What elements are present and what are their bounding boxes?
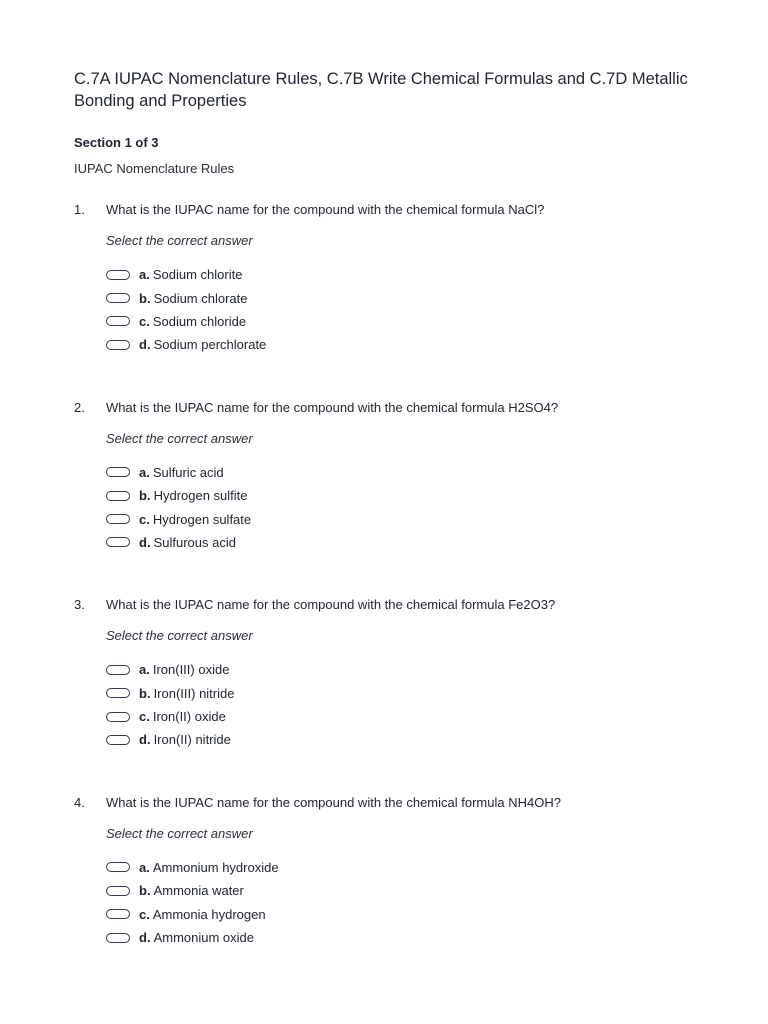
answer-option-a[interactable] bbox=[106, 658, 734, 681]
answer-option-b[interactable] bbox=[106, 286, 734, 309]
option-letter: c. bbox=[139, 313, 150, 329]
answer-options bbox=[106, 461, 734, 555]
radio-button[interactable] bbox=[106, 514, 130, 524]
option-text: Ammonium oxide bbox=[153, 930, 254, 946]
answer-option-a[interactable] bbox=[106, 263, 734, 286]
radio-button[interactable] bbox=[106, 467, 130, 477]
question-number: 2. bbox=[74, 399, 85, 415]
question-header bbox=[74, 201, 734, 219]
option-letter: d. bbox=[139, 732, 151, 748]
answer-options bbox=[106, 856, 734, 950]
question-text: What is the IUPAC name for the compound with the chemical formula NaCl? bbox=[106, 202, 545, 217]
option-text: Sodium chlorite bbox=[152, 267, 243, 283]
question-instruction: Select the correct answer bbox=[106, 825, 253, 841]
option-text: Sulfuric acid bbox=[152, 464, 224, 480]
radio-button[interactable] bbox=[106, 909, 130, 919]
answer-options bbox=[106, 263, 734, 357]
answer-option-a[interactable] bbox=[106, 461, 734, 484]
option-letter: d. bbox=[139, 337, 151, 353]
question-text: What is the IUPAC name for the compound with the chemical formula Fe2O3? bbox=[106, 597, 556, 613]
radio-button[interactable] bbox=[106, 293, 130, 303]
answer-option-d[interactable] bbox=[106, 531, 734, 554]
answer-option-c[interactable] bbox=[106, 310, 734, 333]
question-text: What is the IUPAC name for the compound with the chemical formula NH4OH? bbox=[106, 794, 561, 810]
radio-button[interactable] bbox=[106, 665, 130, 675]
radio-button[interactable] bbox=[106, 735, 130, 745]
option-letter: b. bbox=[139, 883, 151, 899]
answer-option-d[interactable] bbox=[106, 333, 734, 356]
option-text: Sodium perchlorate bbox=[153, 337, 267, 353]
option-letter: d. bbox=[139, 930, 151, 946]
option-letter: b. bbox=[139, 290, 151, 306]
question-number: 3. bbox=[74, 597, 85, 613]
radio-button[interactable] bbox=[106, 886, 130, 896]
radio-button[interactable] bbox=[106, 712, 130, 722]
question-2 bbox=[74, 399, 734, 555]
answer-option-c[interactable] bbox=[106, 902, 734, 925]
answer-option-b[interactable] bbox=[106, 879, 734, 902]
option-letter: b. bbox=[139, 685, 151, 701]
radio-button[interactable] bbox=[106, 316, 130, 326]
radio-button[interactable] bbox=[106, 688, 130, 698]
answer-option-c[interactable] bbox=[106, 507, 734, 530]
radio-button[interactable] bbox=[106, 862, 130, 872]
option-text: Iron(II) oxide bbox=[152, 709, 226, 725]
option-text: Ammonia hydrogen bbox=[152, 906, 266, 922]
question-header bbox=[74, 794, 734, 812]
answer-options bbox=[106, 658, 734, 752]
option-text: Sodium chlorate bbox=[153, 290, 248, 306]
answer-option-b[interactable] bbox=[106, 682, 734, 705]
answer-option-d[interactable] bbox=[106, 926, 734, 949]
question-text: What is the IUPAC name for the compound with the chemical formula H2SO4? bbox=[106, 399, 559, 415]
answer-option-a[interactable] bbox=[106, 856, 734, 879]
radio-button[interactable] bbox=[106, 491, 130, 501]
option-text: Sulfurous acid bbox=[153, 534, 236, 550]
question-instruction: Select the correct answer bbox=[106, 628, 253, 644]
question-header bbox=[74, 399, 734, 417]
document-title: C.7A IUPAC Nomenclature Rules, C.7B Write Chemical Formulas and C.7D Metallic Bonding and Properties bbox=[74, 70, 688, 110]
option-letter: a. bbox=[139, 662, 150, 678]
answer-option-d[interactable] bbox=[106, 728, 734, 751]
option-text: Iron(III) nitride bbox=[153, 685, 235, 701]
question-instruction: Select the correct answer bbox=[106, 430, 253, 446]
option-letter: c. bbox=[139, 906, 150, 922]
option-text: Iron(II) nitride bbox=[153, 732, 231, 748]
option-letter: d. bbox=[139, 534, 151, 550]
option-letter: a. bbox=[139, 267, 150, 283]
option-letter: b. bbox=[139, 488, 151, 504]
question-instruction: Select the correct answer bbox=[106, 233, 253, 248]
answer-option-b[interactable] bbox=[106, 484, 734, 507]
section-label: Section 1 of 3 bbox=[74, 135, 159, 150]
option-text: Sodium chloride bbox=[152, 313, 247, 329]
answer-option-c[interactable] bbox=[106, 705, 734, 728]
worksheet-page bbox=[74, 68, 734, 949]
option-letter: a. bbox=[139, 464, 150, 480]
question-number: 4. bbox=[74, 794, 85, 810]
option-text: Hydrogen sulfite bbox=[153, 488, 248, 504]
option-text: Ammonia water bbox=[153, 883, 244, 899]
radio-button[interactable] bbox=[106, 537, 130, 547]
option-text: Ammonium hydroxide bbox=[152, 859, 279, 875]
radio-button[interactable] bbox=[106, 340, 130, 350]
radio-button[interactable] bbox=[106, 270, 130, 280]
question-1 bbox=[74, 201, 734, 357]
question-4 bbox=[74, 794, 734, 950]
option-text: Hydrogen sulfate bbox=[152, 511, 252, 527]
option-letter: a. bbox=[139, 859, 150, 875]
section-name: IUPAC Nomenclature Rules bbox=[74, 161, 235, 176]
radio-button[interactable] bbox=[106, 933, 130, 943]
question-3 bbox=[74, 596, 734, 752]
question-header bbox=[74, 596, 734, 614]
question-number: 1. bbox=[74, 202, 85, 217]
option-text: Iron(III) oxide bbox=[152, 662, 230, 678]
option-letter: c. bbox=[139, 709, 150, 725]
option-letter: c. bbox=[139, 511, 150, 527]
